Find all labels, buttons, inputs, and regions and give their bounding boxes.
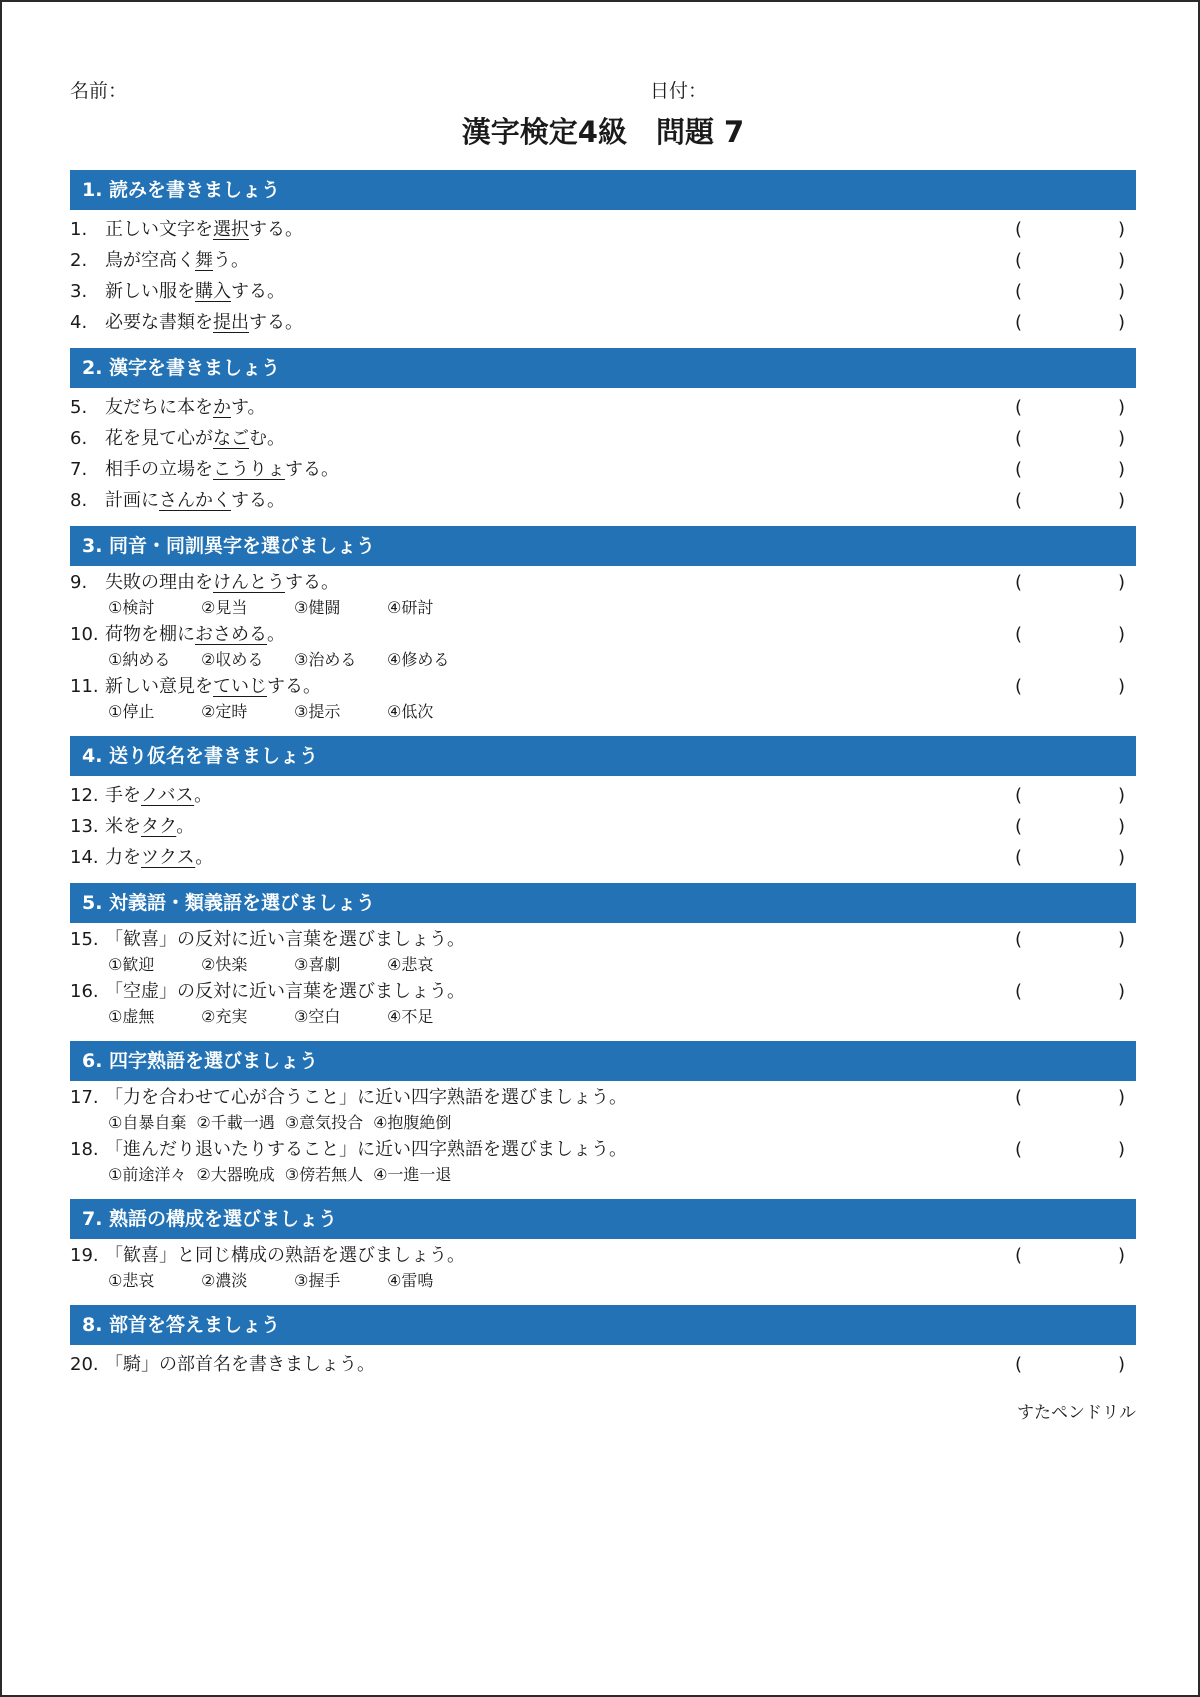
answer-choices [108,700,1136,726]
question-target-word: なご [213,428,249,449]
question-row [70,392,1136,423]
answer-open-paren: ( [1015,1245,1023,1266]
question-text-pre: 「歓喜」と同じ構成の熟語を選びましょう。 [105,1245,465,1266]
question-number: 1. [70,219,88,240]
question-number: 3. [70,281,88,302]
answer-close-paren: ) [1117,219,1125,240]
question-text [105,780,212,811]
answer-box[interactable] [1015,485,1125,516]
choice-option: ①虚無 [108,1007,155,1026]
answer-box[interactable] [1015,423,1125,454]
question-number: 6. [70,428,88,449]
question-row [70,811,1136,842]
answer-close-paren: ) [1117,1087,1125,1108]
choice-option: ③喜劇 [294,955,341,974]
publisher-footer: すたペンドリル [1017,1403,1136,1423]
question-number: 15. [70,929,99,950]
choice-option: ④低次 [387,702,434,721]
answer-box[interactable] [1015,842,1125,873]
choice-option: ④研討 [387,598,434,617]
question-row [70,276,1136,307]
choice-option: ④抱腹絶倒 [373,1113,452,1132]
question-text-pre: 荷物を棚に [105,624,195,645]
question-text-pre: 計画に [105,490,159,511]
choice-option: ②見当 [201,598,248,617]
choice-option: ②濃淡 [201,1271,248,1290]
question-target-word: こうりょ [213,459,285,480]
answer-close-paren: ) [1117,981,1125,1002]
answer-box[interactable] [1015,276,1125,307]
question-row [70,842,1136,873]
answer-choices [108,1163,1136,1189]
question-target-word: ノバス [141,785,195,806]
choice-option: ②千載一遇 [196,1113,275,1132]
question-target-word: 購入 [195,281,231,302]
choice-option: ④不足 [387,1007,434,1026]
answer-close-paren: ) [1117,785,1125,806]
answer-box[interactable] [1015,927,1125,953]
question-text [105,485,285,516]
question-list [70,170,1136,1380]
question-text-pre: 相手の立場を [105,459,213,480]
answer-open-paren: ( [1015,847,1023,868]
question-target-word: 提出 [213,312,249,333]
answer-box[interactable] [1015,979,1125,1005]
answer-close-paren: ) [1117,250,1125,271]
question-text [105,423,285,454]
question-text-pre: 「騎」の部首名を書きましょう。 [105,1354,375,1375]
question-text-pre: 「力を合わせて心が合うこと」に近い四字熟語を選びましょう。 [105,1087,627,1108]
question-text [105,842,213,873]
question-text [105,454,339,485]
answer-close-paren: ) [1117,1354,1125,1375]
answer-open-paren: ( [1015,397,1023,418]
answer-close-paren: ) [1117,929,1125,950]
question-row [70,423,1136,454]
question-text [105,1243,465,1269]
choice-option: ①検討 [108,598,155,617]
question-text-pre: 「進んだり退いたりすること」に近い四字熟語を選びましょう。 [105,1139,627,1160]
question-text-pre: 必要な書類を [105,312,213,333]
question-row [70,454,1136,485]
answer-close-paren: ) [1117,676,1125,697]
question-text-pre: 「歓喜」の反対に近い言葉を選びましょう。 [105,929,465,950]
answer-box[interactable] [1015,1085,1125,1111]
question-text [105,811,194,842]
question-number: 19. [70,1245,99,1266]
answer-open-paren: ( [1015,929,1023,950]
section-header: 5. 対義語・類義語を選びましょう [70,883,1136,923]
question-text-post: する。 [231,281,285,302]
question-row [70,622,1136,648]
question-text-pre: 「空虚」の反対に近い言葉を選びましょう。 [105,981,465,1002]
choice-option: ②収める [201,650,264,669]
question-text [105,307,303,338]
choice-option: ③握手 [294,1271,341,1290]
question-number: 13. [70,816,99,837]
question-text-post: 。 [267,624,285,645]
question-text-post: む。 [249,428,285,449]
answer-choices [108,1111,1136,1137]
question-number: 10. [70,624,99,645]
choice-option: ③意気投合 [284,1113,364,1132]
answer-close-paren: ) [1117,281,1125,302]
answer-close-paren: ) [1117,490,1125,511]
choice-option: ③健闘 [294,598,341,617]
answer-box[interactable] [1015,811,1125,842]
question-row [70,674,1136,700]
question-text-post: う。 [213,250,249,271]
question-target-word: か [213,397,231,418]
answer-open-paren: ( [1015,816,1023,837]
question-text-post: す。 [231,397,266,418]
name-label: 名前： [70,80,128,102]
choice-option: ④修める [387,650,450,669]
choice-option: ①納める [108,650,171,669]
answer-box[interactable] [1015,214,1125,245]
answer-close-paren: ) [1117,1139,1125,1160]
question-text [105,245,249,276]
question-row [70,245,1136,276]
date-label: 日付： [650,80,708,102]
question-row [70,780,1136,811]
section-header: 3. 同音・同訓異字を選びましょう [70,526,1136,566]
question-target-word: けんとう [213,572,285,593]
answer-open-paren: ( [1015,312,1023,333]
question-text-pre: 新しい服を [105,281,195,302]
answer-open-paren: ( [1015,428,1023,449]
answer-close-paren: ) [1117,312,1125,333]
question-text-post: する。 [285,459,339,480]
question-row [70,1349,1136,1380]
answer-open-paren: ( [1015,1354,1023,1375]
question-number: 2. [70,250,88,271]
choice-option: ④一進一退 [373,1165,452,1184]
page-title: 漢字検定4級 問題 7 [461,115,745,149]
question-row [70,927,1136,953]
question-text-pre: 手を [105,785,141,806]
question-text-pre: 友だちに本を [105,397,213,418]
question-row [70,485,1136,516]
answer-close-paren: ) [1117,1245,1125,1266]
choice-option: ③治める [294,650,357,669]
choice-option: ③傍若無人 [284,1165,364,1184]
question-number: 5. [70,397,88,418]
question-text [105,979,465,1005]
question-target-word: タク [141,816,177,837]
question-text [105,622,285,648]
question-text [105,214,303,245]
answer-box[interactable] [1015,622,1125,648]
choice-option: ②快楽 [201,955,248,974]
question-number: 18. [70,1139,99,1160]
answer-close-paren: ) [1117,847,1125,868]
answer-open-paren: ( [1015,281,1023,302]
choice-option: ②充実 [201,1007,248,1026]
question-text-post: する。 [249,219,303,240]
question-text-post: する。 [249,312,303,333]
question-number: 17. [70,1087,99,1108]
worksheet-content [70,72,1136,1423]
question-number: 12. [70,785,99,806]
answer-open-paren: ( [1015,250,1023,271]
question-text-pre: 花を見て心が [105,428,213,449]
question-text-pre: 鳥が空高く [105,250,195,271]
answer-box[interactable] [1015,1243,1125,1269]
answer-close-paren: ) [1117,397,1125,418]
question-text [105,1137,627,1163]
question-text [105,1085,627,1111]
answer-choices [108,1269,1136,1295]
question-text-post: する。 [231,490,285,511]
choice-option: ①自暴自棄 [108,1113,187,1132]
question-text [105,392,266,423]
question-row [70,214,1136,245]
answer-open-paren: ( [1015,785,1023,806]
answer-close-paren: ) [1117,459,1125,480]
question-number: 9. [70,572,88,593]
answer-box[interactable] [1015,454,1125,485]
section-header: 1. 読みを書きましょう [70,170,1136,210]
name-date-row [70,72,1136,108]
section-header: 4. 送り仮名を書きましょう [70,736,1136,776]
answer-open-paren: ( [1015,490,1023,511]
question-number: 7. [70,459,88,480]
choice-option: ③空白 [294,1007,341,1026]
answer-close-paren: ) [1117,624,1125,645]
section-header: 6. 四字熟語を選びましょう [70,1041,1136,1081]
answer-open-paren: ( [1015,981,1023,1002]
question-text-post: する。 [267,676,321,697]
answer-close-paren: ) [1117,816,1125,837]
answer-box[interactable] [1015,307,1125,338]
question-target-word: 舞 [195,250,213,271]
question-number: 14. [70,847,99,868]
question-number: 16. [70,981,99,1002]
answer-box[interactable] [1015,1137,1125,1163]
question-number: 11. [70,676,99,697]
question-number: 4. [70,312,88,333]
answer-open-paren: ( [1015,1139,1023,1160]
question-text [105,927,465,953]
answer-box[interactable] [1015,392,1125,423]
question-text-post: 。 [176,816,195,837]
answer-choices [108,648,1136,674]
question-text-post: 。 [195,847,214,868]
answer-choices [108,953,1136,979]
choice-option: ④悲哀 [387,955,434,974]
answer-open-paren: ( [1015,219,1023,240]
question-text-pre: 失敗の理由を [105,572,213,593]
question-row [70,570,1136,596]
answer-open-paren: ( [1015,624,1023,645]
question-target-word: おさめる [195,624,267,645]
choice-option: ①停止 [108,702,155,721]
choice-option: ①前途洋々 [108,1165,187,1184]
choice-option: ①悲哀 [108,1271,155,1290]
question-row [70,1085,1136,1111]
choice-option: ④雷鳴 [387,1271,434,1290]
question-text-post: する。 [285,572,339,593]
question-text-pre: 正しい文字を [105,219,213,240]
section-header: 2. 漢字を書きましょう [70,348,1136,388]
choice-option: ③提示 [294,702,341,721]
answer-close-paren: ) [1117,428,1125,449]
question-text-pre: 新しい意見を [105,676,213,697]
answer-choices [108,1005,1136,1031]
question-text-pre: 米を [105,816,141,837]
answer-choices [108,596,1136,622]
question-text [105,674,321,700]
answer-open-paren: ( [1015,572,1023,593]
choice-option: ②定時 [201,702,248,721]
section-header: 8. 部首を答えましょう [70,1305,1136,1345]
question-target-word: さんかく [159,490,231,511]
answer-box[interactable] [1015,1349,1125,1380]
answer-box[interactable] [1015,245,1125,276]
answer-open-paren: ( [1015,676,1023,697]
section-header: 7. 熟語の構成を選びましょう [70,1199,1136,1239]
question-number: 8. [70,490,88,511]
choice-option: ②大器晩成 [196,1165,275,1184]
question-text [105,570,339,596]
question-row [70,1137,1136,1163]
question-target-word: 選択 [213,219,249,240]
question-text [105,276,285,307]
answer-close-paren: ) [1117,572,1125,593]
answer-open-paren: ( [1015,459,1023,480]
answer-box[interactable] [1015,780,1125,811]
question-row [70,307,1136,338]
question-number: 20. [70,1354,99,1375]
question-target-word: ツクス [141,847,196,868]
question-row [70,979,1136,1005]
answer-box[interactable] [1015,570,1125,596]
answer-box[interactable] [1015,674,1125,700]
question-text-pre: 力を [105,847,141,868]
question-text-post: 。 [194,785,213,806]
question-text [105,1349,375,1380]
choice-option: ①歓迎 [108,955,155,974]
answer-open-paren: ( [1015,1087,1023,1108]
question-row [70,1243,1136,1269]
question-target-word: ていじ [213,676,267,697]
